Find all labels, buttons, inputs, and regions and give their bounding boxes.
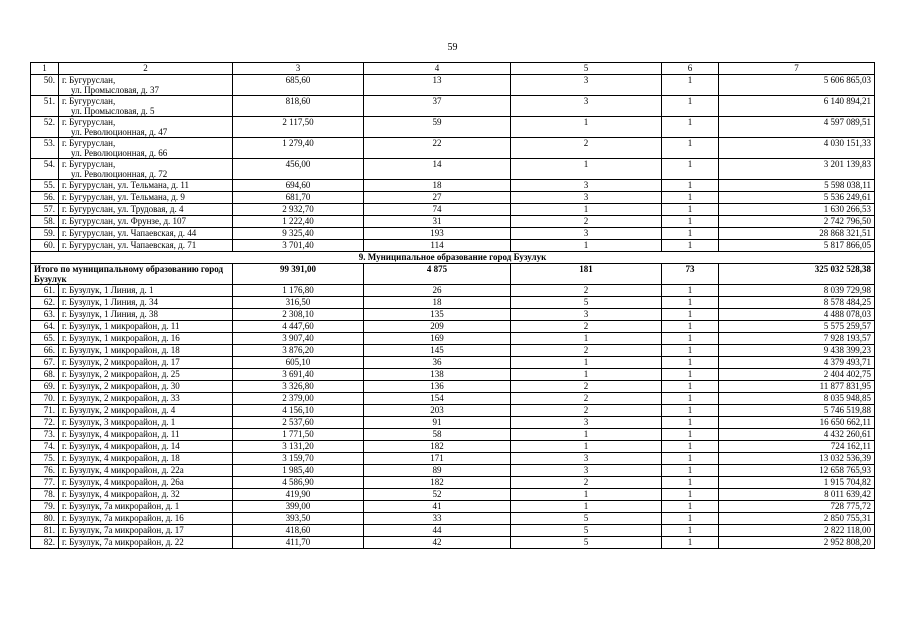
area-cell: 4 586,90 bbox=[233, 477, 364, 489]
value-cell: 1 bbox=[511, 429, 662, 441]
cost-cell: 2 822 118,00 bbox=[719, 525, 875, 537]
value-cell: 1 bbox=[662, 180, 719, 192]
value-cell: 1 bbox=[662, 501, 719, 513]
address-cell: г. Бузулук, 2 микрорайон, д. 4 bbox=[59, 405, 233, 417]
total-area: 99 391,00 bbox=[233, 264, 364, 285]
count-cell: 138 bbox=[364, 369, 511, 381]
total-label: Итого по муниципальному образованию город Бузулук bbox=[31, 264, 233, 285]
value-cell: 1 bbox=[662, 453, 719, 465]
area-cell: 9 325,40 bbox=[233, 228, 364, 240]
total-value: 181 bbox=[511, 264, 662, 285]
table-row bbox=[31, 501, 875, 513]
value-cell: 2 bbox=[511, 216, 662, 228]
cost-cell: 5 536 249,61 bbox=[719, 192, 875, 204]
count-cell: 136 bbox=[364, 381, 511, 393]
value-cell: 3 bbox=[511, 96, 662, 117]
address-cell bbox=[59, 96, 233, 117]
value-cell: 3 bbox=[511, 417, 662, 429]
cost-cell: 8 035 948,85 bbox=[719, 393, 875, 405]
value-cell: 3 bbox=[511, 309, 662, 321]
row-number: 78. bbox=[31, 489, 59, 501]
row-number: 68. bbox=[31, 369, 59, 381]
row-number: 61. bbox=[31, 285, 59, 297]
table-row bbox=[31, 159, 875, 180]
count-cell: 209 bbox=[364, 321, 511, 333]
cost-cell: 6 140 894,21 bbox=[719, 96, 875, 117]
count-cell: 114 bbox=[364, 240, 511, 252]
row-number: 69. bbox=[31, 381, 59, 393]
area-cell: 316,50 bbox=[233, 297, 364, 309]
address-line-2: ул. Революционная, д. 66 bbox=[71, 148, 168, 158]
count-cell: 74 bbox=[364, 204, 511, 216]
cost-cell: 9 438 399,23 bbox=[719, 345, 875, 357]
value-cell: 1 bbox=[662, 465, 719, 477]
cost-cell: 5 598 038,11 bbox=[719, 180, 875, 192]
cost-cell: 3 201 139,83 bbox=[719, 159, 875, 180]
address-cell: г. Бузулук, 2 микрорайон, д. 30 bbox=[59, 381, 233, 393]
area-cell: 1 771,50 bbox=[233, 429, 364, 441]
row-number: 74. bbox=[31, 441, 59, 453]
table-row bbox=[31, 513, 875, 525]
table-row bbox=[31, 525, 875, 537]
table-row bbox=[31, 192, 875, 204]
address-cell: г. Бузулук, 1 микрорайон, д. 16 bbox=[59, 333, 233, 345]
area-cell: 1 176,80 bbox=[233, 285, 364, 297]
table-row bbox=[31, 75, 875, 96]
count-cell: 193 bbox=[364, 228, 511, 240]
value-cell: 3 bbox=[511, 228, 662, 240]
value-cell: 1 bbox=[511, 441, 662, 453]
total-row bbox=[31, 264, 875, 285]
row-number: 59. bbox=[31, 228, 59, 240]
count-cell: 42 bbox=[364, 537, 511, 549]
count-cell: 154 bbox=[364, 393, 511, 405]
value-cell: 1 bbox=[662, 204, 719, 216]
header-cell: 5 bbox=[511, 63, 662, 75]
address-cell: г. Бузулук, 3 микрорайон, д. 1 bbox=[59, 417, 233, 429]
cost-cell: 4 597 089,51 bbox=[719, 117, 875, 138]
cost-cell: 2 742 796,50 bbox=[719, 216, 875, 228]
address-cell bbox=[59, 159, 233, 180]
table-row bbox=[31, 417, 875, 429]
area-cell: 4 447,60 bbox=[233, 321, 364, 333]
area-cell: 2 932,70 bbox=[233, 204, 364, 216]
row-number: 60. bbox=[31, 240, 59, 252]
value-cell: 2 bbox=[511, 321, 662, 333]
value-cell: 1 bbox=[662, 417, 719, 429]
area-cell: 411,70 bbox=[233, 537, 364, 549]
cost-cell: 724 162,11 bbox=[719, 441, 875, 453]
value-cell: 1 bbox=[662, 96, 719, 117]
table-row bbox=[31, 453, 875, 465]
value-cell: 1 bbox=[511, 240, 662, 252]
address-line-1: г. Бугуруслан, bbox=[62, 159, 116, 169]
value-cell: 5 bbox=[511, 297, 662, 309]
area-cell: 3 131,20 bbox=[233, 441, 364, 453]
area-cell: 4 156,10 bbox=[233, 405, 364, 417]
value-cell: 1 bbox=[662, 525, 719, 537]
value-cell: 1 bbox=[511, 501, 662, 513]
cost-cell: 8 578 484,25 bbox=[719, 297, 875, 309]
count-cell: 59 bbox=[364, 117, 511, 138]
table-body bbox=[31, 63, 875, 549]
value-cell: 2 bbox=[511, 393, 662, 405]
row-number: 70. bbox=[31, 393, 59, 405]
address-line-2: ул. Революционная, д. 72 bbox=[71, 169, 168, 179]
value-cell: 1 bbox=[511, 117, 662, 138]
address-cell: г. Бузулук, 2 микрорайон, д. 25 bbox=[59, 369, 233, 381]
header-cell: 6 bbox=[662, 63, 719, 75]
housing-table bbox=[30, 62, 875, 549]
header-cell: 7 bbox=[719, 63, 875, 75]
cost-cell: 8 011 639,42 bbox=[719, 489, 875, 501]
count-cell: 145 bbox=[364, 345, 511, 357]
table-row bbox=[31, 357, 875, 369]
area-cell: 3 907,40 bbox=[233, 333, 364, 345]
cost-cell: 5 606 865,03 bbox=[719, 75, 875, 96]
cost-cell: 2 850 755,31 bbox=[719, 513, 875, 525]
value-cell: 2 bbox=[511, 138, 662, 159]
address-cell: г. Бугуруслан, ул. Фрунзе, д. 107 bbox=[59, 216, 233, 228]
count-cell: 13 bbox=[364, 75, 511, 96]
value-cell: 1 bbox=[662, 429, 719, 441]
row-number: 73. bbox=[31, 429, 59, 441]
count-cell: 89 bbox=[364, 465, 511, 477]
value-cell: 1 bbox=[662, 333, 719, 345]
value-cell: 1 bbox=[511, 369, 662, 381]
count-cell: 18 bbox=[364, 297, 511, 309]
header-cell: 2 bbox=[59, 63, 233, 75]
area-cell: 2 117,50 bbox=[233, 117, 364, 138]
address-cell bbox=[59, 117, 233, 138]
row-number: 82. bbox=[31, 537, 59, 549]
row-number: 75. bbox=[31, 453, 59, 465]
address-line-1: г. Бугуруслан, bbox=[62, 75, 116, 85]
value-cell: 1 bbox=[662, 357, 719, 369]
row-number: 65. bbox=[31, 333, 59, 345]
table-row bbox=[31, 180, 875, 192]
area-cell: 3 159,70 bbox=[233, 453, 364, 465]
value-cell: 3 bbox=[511, 192, 662, 204]
row-number: 79. bbox=[31, 501, 59, 513]
cost-cell: 728 775,72 bbox=[719, 501, 875, 513]
value-cell: 1 bbox=[511, 333, 662, 345]
row-number: 55. bbox=[31, 180, 59, 192]
cost-cell: 11 877 831,95 bbox=[719, 381, 875, 393]
table-row bbox=[31, 537, 875, 549]
cost-cell: 2 404 402,75 bbox=[719, 369, 875, 381]
table-row bbox=[31, 429, 875, 441]
count-cell: 31 bbox=[364, 216, 511, 228]
table-row bbox=[31, 297, 875, 309]
value-cell: 1 bbox=[662, 345, 719, 357]
row-number: 54. bbox=[31, 159, 59, 180]
address-cell: г. Бузулук, 1 микрорайон, д. 11 bbox=[59, 321, 233, 333]
value-cell: 1 bbox=[662, 117, 719, 138]
row-number: 62. bbox=[31, 297, 59, 309]
value-cell: 1 bbox=[662, 477, 719, 489]
table-row bbox=[31, 369, 875, 381]
count-cell: 171 bbox=[364, 453, 511, 465]
cost-cell: 2 952 808,20 bbox=[719, 537, 875, 549]
value-cell: 1 bbox=[662, 321, 719, 333]
value-cell: 1 bbox=[511, 204, 662, 216]
area-cell: 681,70 bbox=[233, 192, 364, 204]
value-cell: 1 bbox=[662, 159, 719, 180]
value-cell: 1 bbox=[662, 405, 719, 417]
value-cell: 1 bbox=[662, 240, 719, 252]
address-cell: г. Бузулук, 1 Линия, д. 34 bbox=[59, 297, 233, 309]
row-number: 66. bbox=[31, 345, 59, 357]
value-cell: 1 bbox=[662, 489, 719, 501]
row-number: 58. bbox=[31, 216, 59, 228]
cost-cell: 4 030 151,33 bbox=[719, 138, 875, 159]
count-cell: 169 bbox=[364, 333, 511, 345]
row-number: 71. bbox=[31, 405, 59, 417]
table-row bbox=[31, 204, 875, 216]
area-cell: 1 985,40 bbox=[233, 465, 364, 477]
count-cell: 182 bbox=[364, 477, 511, 489]
table-header-row bbox=[31, 63, 875, 75]
count-cell: 91 bbox=[364, 417, 511, 429]
value-cell: 1 bbox=[662, 228, 719, 240]
page-number: 59 bbox=[447, 42, 458, 53]
table-row bbox=[31, 228, 875, 240]
row-number: 80. bbox=[31, 513, 59, 525]
row-number: 76. bbox=[31, 465, 59, 477]
count-cell: 27 bbox=[364, 192, 511, 204]
table-row bbox=[31, 240, 875, 252]
area-cell: 605,10 bbox=[233, 357, 364, 369]
value-cell: 1 bbox=[662, 393, 719, 405]
address-cell: г. Бугуруслан, ул. Тельмана, д. 9 bbox=[59, 192, 233, 204]
row-number: 50. bbox=[31, 75, 59, 96]
address-cell: г. Бузулук, 4 микрорайон, д. 22а bbox=[59, 465, 233, 477]
cost-cell: 4 379 493,71 bbox=[719, 357, 875, 369]
value-cell: 5 bbox=[511, 513, 662, 525]
table-row bbox=[31, 465, 875, 477]
address-line-2: ул. Революционная, д. 47 bbox=[71, 127, 168, 137]
value-cell: 2 bbox=[511, 405, 662, 417]
address-line-2: ул. Промысловая, д. 37 bbox=[71, 85, 159, 95]
value-cell: 1 bbox=[662, 441, 719, 453]
value-cell: 1 bbox=[662, 381, 719, 393]
address-cell: г. Бузулук, 4 микрорайон, д. 18 bbox=[59, 453, 233, 465]
count-cell: 37 bbox=[364, 96, 511, 117]
address-cell: г. Бузулук, 7а микрорайон, д. 17 bbox=[59, 525, 233, 537]
area-cell: 2 379,00 bbox=[233, 393, 364, 405]
area-cell: 2 537,60 bbox=[233, 417, 364, 429]
address-cell bbox=[59, 138, 233, 159]
value-cell: 1 bbox=[662, 537, 719, 549]
table-row bbox=[31, 333, 875, 345]
table-row bbox=[31, 138, 875, 159]
section-title: 9. Муниципальное образование город Бузулук bbox=[31, 252, 875, 264]
address-cell: г. Бугуруслан, ул. Тельмана, д. 11 bbox=[59, 180, 233, 192]
value-cell: 1 bbox=[662, 192, 719, 204]
value-cell: 3 bbox=[511, 180, 662, 192]
header-cell: 1 bbox=[31, 63, 59, 75]
cost-cell: 7 928 193,57 bbox=[719, 333, 875, 345]
value-cell: 1 bbox=[662, 75, 719, 96]
count-cell: 52 bbox=[364, 489, 511, 501]
row-number: 63. bbox=[31, 309, 59, 321]
count-cell: 44 bbox=[364, 525, 511, 537]
row-number: 52. bbox=[31, 117, 59, 138]
count-cell: 58 bbox=[364, 429, 511, 441]
value-cell: 1 bbox=[662, 309, 719, 321]
row-number: 81. bbox=[31, 525, 59, 537]
cost-cell: 1 630 266,53 bbox=[719, 204, 875, 216]
address-cell: г. Бугуруслан, ул. Чапаевская, д. 44 bbox=[59, 228, 233, 240]
value-cell: 2 bbox=[511, 381, 662, 393]
table-row bbox=[31, 405, 875, 417]
row-number: 53. bbox=[31, 138, 59, 159]
address-cell: г. Бузулук, 1 Линия, д. 1 bbox=[59, 285, 233, 297]
value-cell: 1 bbox=[662, 216, 719, 228]
area-cell: 3 691,40 bbox=[233, 369, 364, 381]
value-cell: 1 bbox=[511, 159, 662, 180]
table-row bbox=[31, 441, 875, 453]
count-cell: 22 bbox=[364, 138, 511, 159]
address-cell: г. Бугуруслан, ул. Чапаевская, д. 71 bbox=[59, 240, 233, 252]
row-number: 57. bbox=[31, 204, 59, 216]
area-cell: 685,60 bbox=[233, 75, 364, 96]
value-cell: 1 bbox=[662, 138, 719, 159]
header-cell: 3 bbox=[233, 63, 364, 75]
cost-cell: 13 032 536,39 bbox=[719, 453, 875, 465]
count-cell: 203 bbox=[364, 405, 511, 417]
row-number: 64. bbox=[31, 321, 59, 333]
value-cell: 5 bbox=[511, 537, 662, 549]
area-cell: 694,60 bbox=[233, 180, 364, 192]
table-row bbox=[31, 285, 875, 297]
table-row bbox=[31, 321, 875, 333]
count-cell: 26 bbox=[364, 285, 511, 297]
address-cell: г. Бузулук, 2 микрорайон, д. 17 bbox=[59, 357, 233, 369]
value-cell: 3 bbox=[511, 453, 662, 465]
area-cell: 1 279,40 bbox=[233, 138, 364, 159]
count-cell: 18 bbox=[364, 180, 511, 192]
area-cell: 3 876,20 bbox=[233, 345, 364, 357]
address-cell: г. Бузулук, 7а микрорайон, д. 22 bbox=[59, 537, 233, 549]
address-cell: г. Бугуруслан, ул. Трудовая, д. 4 bbox=[59, 204, 233, 216]
value-cell: 2 bbox=[511, 285, 662, 297]
cost-cell: 1 915 704,82 bbox=[719, 477, 875, 489]
area-cell: 456,00 bbox=[233, 159, 364, 180]
value-cell: 1 bbox=[662, 369, 719, 381]
value-cell: 2 bbox=[511, 345, 662, 357]
address-cell: г. Бузулук, 2 микрорайон, д. 33 bbox=[59, 393, 233, 405]
value-cell: 1 bbox=[662, 513, 719, 525]
address-cell: г. Бузулук, 1 микрорайон, д. 18 bbox=[59, 345, 233, 357]
address-cell: г. Бузулук, 7а микрорайон, д. 1 bbox=[59, 501, 233, 513]
count-cell: 14 bbox=[364, 159, 511, 180]
address-cell: г. Бузулук, 4 микрорайон, д. 26а bbox=[59, 477, 233, 489]
address-cell: г. Бузулук, 7а микрорайон, д. 16 bbox=[59, 513, 233, 525]
address-cell: г. Бузулук, 4 микрорайон, д. 11 bbox=[59, 429, 233, 441]
total-value: 73 bbox=[662, 264, 719, 285]
cost-cell: 5 817 866,05 bbox=[719, 240, 875, 252]
value-cell: 1 bbox=[662, 297, 719, 309]
cost-cell: 8 039 729,98 bbox=[719, 285, 875, 297]
address-line-1: г. Бугуруслан, bbox=[62, 138, 116, 148]
value-cell: 5 bbox=[511, 525, 662, 537]
section-title-row bbox=[31, 252, 875, 264]
address-cell: г. Бузулук, 4 микрорайон, д. 32 bbox=[59, 489, 233, 501]
total-count: 4 875 bbox=[364, 264, 511, 285]
table-row bbox=[31, 309, 875, 321]
row-number: 56. bbox=[31, 192, 59, 204]
cost-cell: 12 658 765,93 bbox=[719, 465, 875, 477]
cost-cell: 5 746 519,88 bbox=[719, 405, 875, 417]
area-cell: 3 701,40 bbox=[233, 240, 364, 252]
count-cell: 182 bbox=[364, 441, 511, 453]
table-row bbox=[31, 96, 875, 117]
value-cell: 1 bbox=[511, 489, 662, 501]
address-line-1: г. Бугуруслан, bbox=[62, 117, 116, 127]
cost-cell: 28 868 321,51 bbox=[719, 228, 875, 240]
table-row bbox=[31, 489, 875, 501]
table-row bbox=[31, 393, 875, 405]
address-cell bbox=[59, 75, 233, 96]
cost-cell: 5 575 259,57 bbox=[719, 321, 875, 333]
address-line-1: г. Бугуруслан, bbox=[62, 96, 116, 106]
table-row bbox=[31, 381, 875, 393]
area-cell: 818,60 bbox=[233, 96, 364, 117]
area-cell: 2 308,10 bbox=[233, 309, 364, 321]
address-cell: г. Бузулук, 1 Линия, д. 38 bbox=[59, 309, 233, 321]
table-row bbox=[31, 117, 875, 138]
area-cell: 399,00 bbox=[233, 501, 364, 513]
count-cell: 135 bbox=[364, 309, 511, 321]
value-cell: 1 bbox=[662, 285, 719, 297]
row-number: 72. bbox=[31, 417, 59, 429]
count-cell: 41 bbox=[364, 501, 511, 513]
row-number: 67. bbox=[31, 357, 59, 369]
table-row bbox=[31, 216, 875, 228]
cost-cell: 4 432 260,61 bbox=[719, 429, 875, 441]
address-cell: г. Бузулук, 4 микрорайон, д. 14 bbox=[59, 441, 233, 453]
value-cell: 1 bbox=[511, 357, 662, 369]
table-row bbox=[31, 477, 875, 489]
count-cell: 36 bbox=[364, 357, 511, 369]
area-cell: 393,50 bbox=[233, 513, 364, 525]
table-row bbox=[31, 345, 875, 357]
total-cost: 325 032 528,38 bbox=[719, 264, 875, 285]
value-cell: 3 bbox=[511, 465, 662, 477]
cost-cell: 4 488 078,03 bbox=[719, 309, 875, 321]
row-number: 77. bbox=[31, 477, 59, 489]
value-cell: 2 bbox=[511, 477, 662, 489]
address-line-2: ул. Промысловая, д. 5 bbox=[71, 106, 155, 116]
area-cell: 1 222,40 bbox=[233, 216, 364, 228]
area-cell: 418,60 bbox=[233, 525, 364, 537]
count-cell: 33 bbox=[364, 513, 511, 525]
area-cell: 3 326,80 bbox=[233, 381, 364, 393]
cost-cell: 16 650 662,11 bbox=[719, 417, 875, 429]
header-cell: 4 bbox=[364, 63, 511, 75]
value-cell: 3 bbox=[511, 75, 662, 96]
area-cell: 419,90 bbox=[233, 489, 364, 501]
row-number: 51. bbox=[31, 96, 59, 117]
